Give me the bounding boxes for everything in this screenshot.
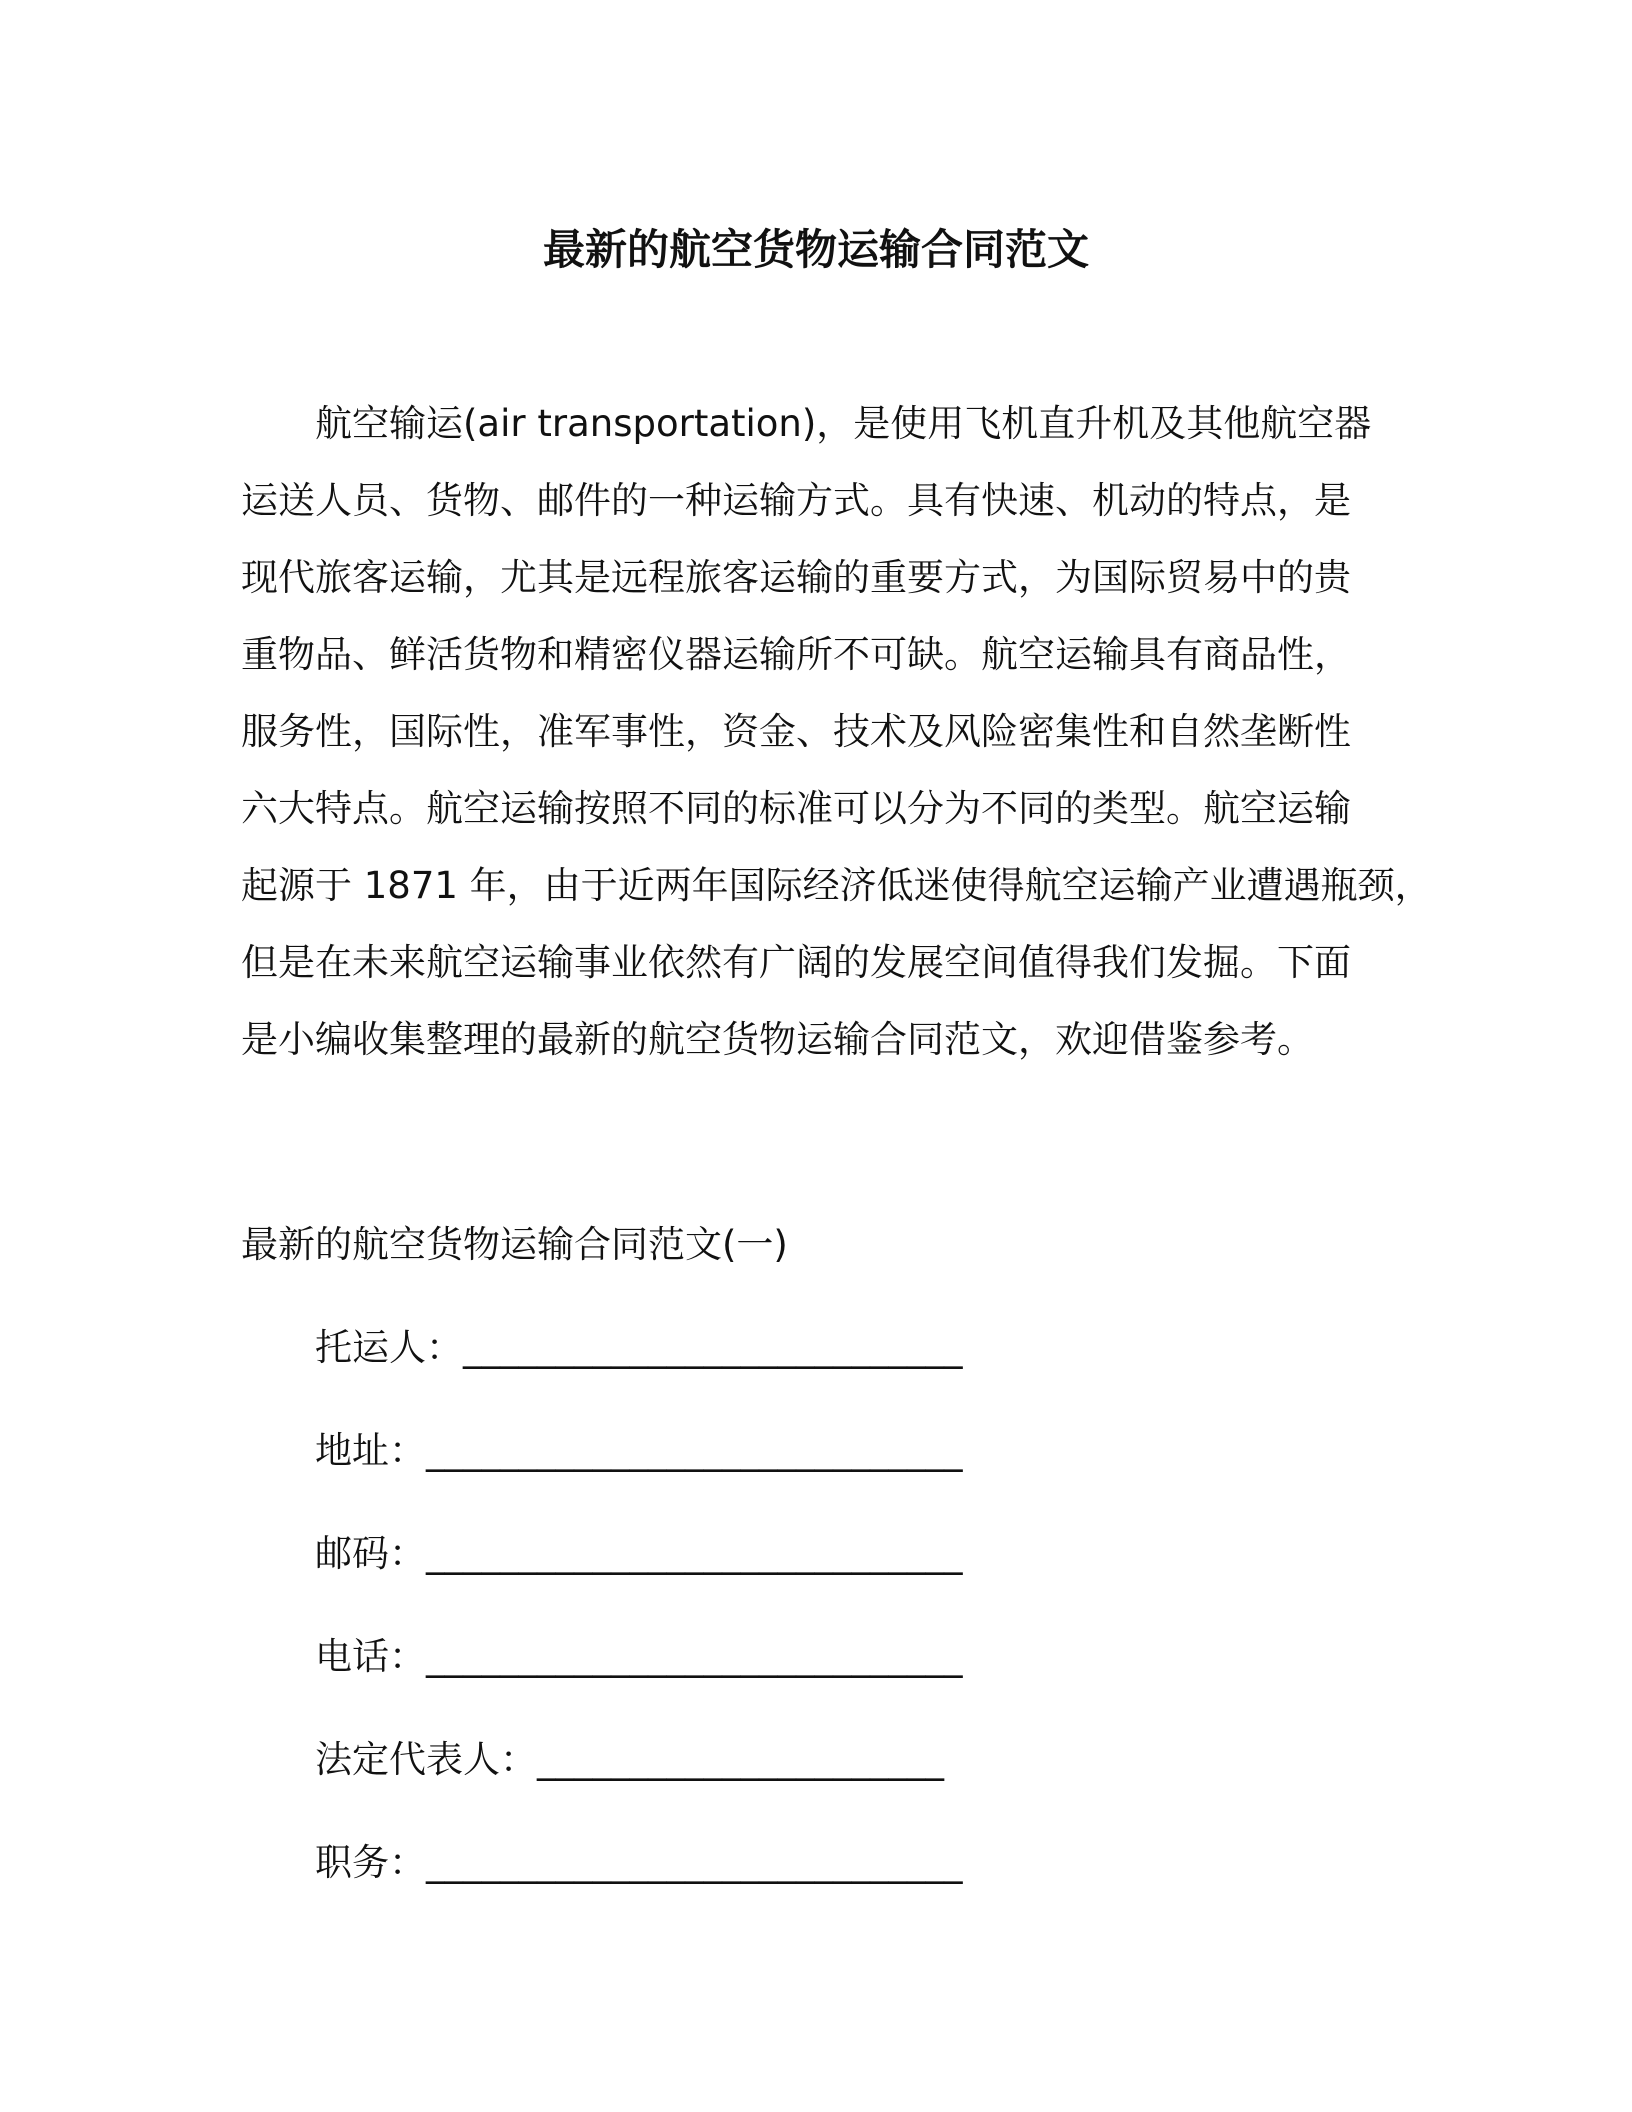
intro-line: 运送人员、货物、邮件的一种运输方式。具有快速、机动的特点，是 <box>241 479 1351 522</box>
field-shipper <box>315 1316 963 1380</box>
intro-line: 现代旅客运输，尤其是远程旅客运输的重要方式，为国际贸易中的贵 <box>241 556 1351 599</box>
intro-line: 服务性，国际性，准军事性，资金、技术及风险密集性和自然垄断性 <box>241 710 1351 753</box>
intro-line: 重物品、鲜活货物和精密仪器运输所不可缺。航空运输具有商品性， <box>241 633 1351 676</box>
fill-blank: _____________________________ <box>426 1841 963 1884</box>
field-legal-representative <box>315 1728 944 1792</box>
intro-line: 但是在未来航空运输事业依然有广阔的发展空间值得我们发掘。下面 <box>241 941 1351 984</box>
field-label: 电话： <box>315 1635 426 1678</box>
fill-blank: _____________________________ <box>426 1429 963 1472</box>
fill-blank: ___________________________ <box>463 1326 963 1369</box>
field-label: 托运人： <box>315 1326 463 1369</box>
intro-line: 是小编收集整理的最新的航空货物运输合同范文，欢迎借鉴参考。 <box>241 1018 1314 1061</box>
fill-blank: _____________________________ <box>426 1532 963 1575</box>
field-label: 邮码： <box>315 1532 426 1575</box>
field-position <box>315 1831 963 1895</box>
intro-line: 起源于 1871 年，由于近两年国际经济低迷使得航空运输产业遭遇瓶颈， <box>241 864 1432 907</box>
field-label: 法定代表人： <box>315 1738 537 1781</box>
intro-paragraph <box>241 392 1432 1085</box>
document-title: 最新的航空货物运输合同范文 <box>542 225 1089 274</box>
field-label: 地址： <box>315 1429 426 1472</box>
intro-line: 六大特点。航空运输按照不同的标准可以分为不同的类型。航空运输 <box>241 787 1351 830</box>
fill-blank: _____________________________ <box>426 1635 963 1678</box>
intro-line: 航空输运(air transportation)，是使用飞机直升机及其他航空器 <box>315 402 1372 445</box>
field-postcode <box>315 1522 963 1586</box>
field-phone <box>315 1625 963 1689</box>
fill-blank: ______________________ <box>537 1738 944 1781</box>
field-address <box>315 1419 963 1483</box>
section-title: 最新的航空货物运输合同范文(一) <box>241 1223 788 1266</box>
field-label: 职务： <box>315 1841 426 1884</box>
